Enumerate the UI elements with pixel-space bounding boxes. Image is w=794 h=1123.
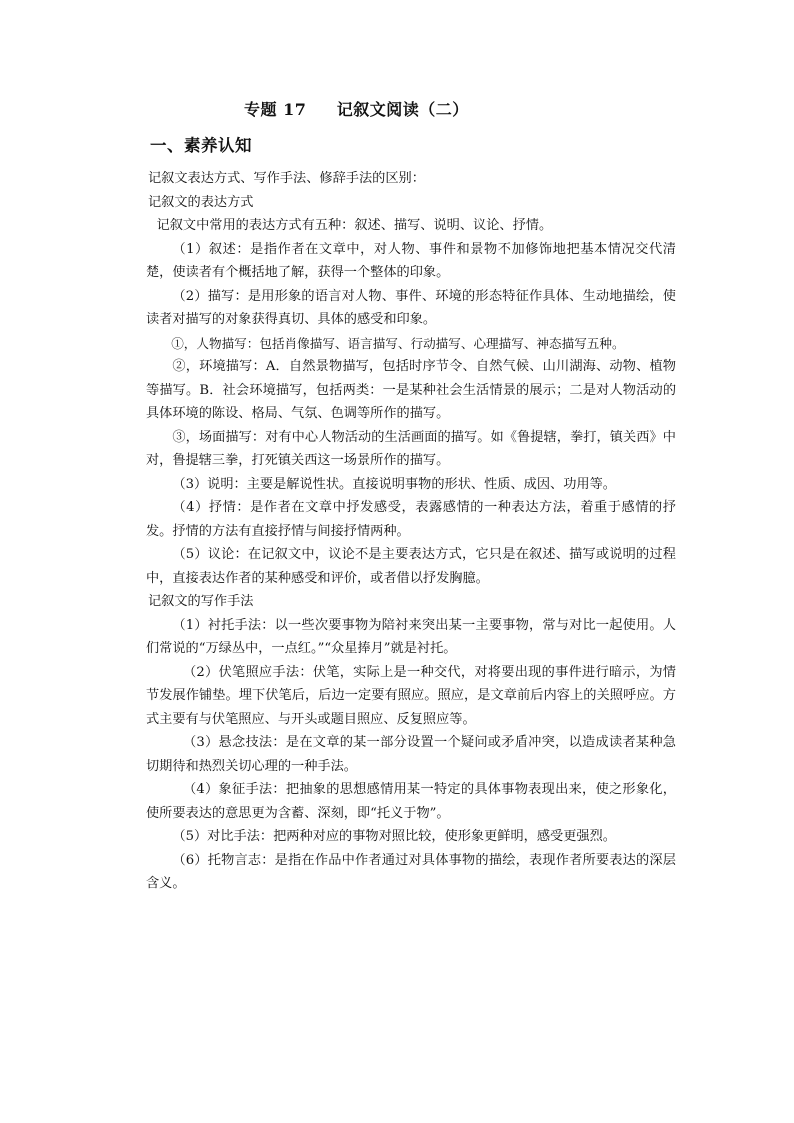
- paragraph-environment-description: ②，环境描写：A．自然景物描写，包括时序节令、自然气候、山川湖海、动物、植物等描写。B．社会环境描写，包括两类：一是某种社会生活情景的展示；二是对人物活动的具体环境的陈设、格局、气氛、色调等所作的描写。: [146, 359, 676, 421]
- document-body: [146, 167, 676, 896]
- paragraph-lyric: （4）抒情：是作者在文章中抒发感受，表露感情的一种表达方法，着重于感情的抒发。抒情的方法有直接抒情与间接抒情两种。: [146, 500, 676, 539]
- paragraph-suspense: （3）悬念技法：是在文章的某一部分设置一个疑问或矛盾冲突，以造成读者某种急切期待和热烈关切心理的一种手法。: [146, 735, 676, 774]
- section-heading: 一、素养认知: [150, 136, 252, 155]
- page-title: 专题 17 记叙文阅读（二）: [244, 100, 469, 119]
- subheading-writing-techniques: 记叙文的写作手法: [148, 594, 254, 609]
- paragraph-narration: （1）叙述：是指作者在文章中，对人物、事件和景物不加修饰地把基本情况交代清楚，使读者有个概括地了解，获得一个整体的印象。: [146, 241, 676, 280]
- paragraph-five-methods: 记叙文中常用的表达方式有五种：叙述、描写、说明、议论、抒情。: [156, 218, 553, 233]
- paragraph-object-aspiration: （6）托物言志：是指在作品中作者通过对具体事物的描绘，表现作者所要表达的深层含义。: [146, 852, 676, 891]
- paragraph-foreshadowing: （2）伏笔照应手法：伏笔，实际上是一种交代，对将要出现的事件进行暗示，为情节发展作铺垫。埋下伏笔后，后边一定要有照应。照应，是文章前后内容上的关照呼应。方式主要有与伏笔照应、与开头或题目照应、反复照应等。: [146, 664, 676, 727]
- paragraph-scene-description: ③，场面描写：对有中心人物活动的生活画面的描写。如《鲁提辖，拳打，镇关西》中对，鲁提辖三拳，打死镇关西这一场景所作的描写。: [146, 429, 676, 468]
- paragraph-character-description: ①，人物描写：包括肖像描写、语言描写、行动描写、心理描写、神态描写五种。: [171, 335, 625, 351]
- paragraph-description: （2）描写：是用形象的语言对人物、事件、环境的形态特征作具体、生动地描绘，使读者对描写的对象获得真切、具体的感受和印象。: [146, 288, 676, 327]
- paragraph-comparison: （5）对比手法：把两种对应的事物对照比较，使形象更鲜明，感受更强烈。: [172, 829, 616, 844]
- paragraph-symbolism: （4）象征手法：把抽象的思想感情用某一特定的具体事物表现出来，使之形象化，使所要表达的意思更为含蓄、深刻，即“托义于物”。: [146, 782, 676, 821]
- subheading-expression-methods: 记叙文的表达方式: [148, 194, 254, 210]
- paragraph-argument: （5）议论：在记叙文中，议论不是主要表达方式，它只是在叙述、描写或说明的过程中，直接表达作者的某种感受和评价，或者借以抒发胸臆。: [146, 547, 676, 586]
- paragraph-contrast-foil: （1）衬托手法：以一些次要事物为陪衬来突出某一主要事物，常与对比一起使用。人们常说的“万绿丛中，一点红。”“众星捧月”就是衬托。: [146, 617, 676, 656]
- paragraph-exposition: （3）说明：主要是解说性状。直接说明事物的形状、性质、成因、功用等。: [172, 476, 616, 492]
- intro-line: 记叙文表达方式、写作手法、修辞手法的区别：: [148, 171, 425, 186]
